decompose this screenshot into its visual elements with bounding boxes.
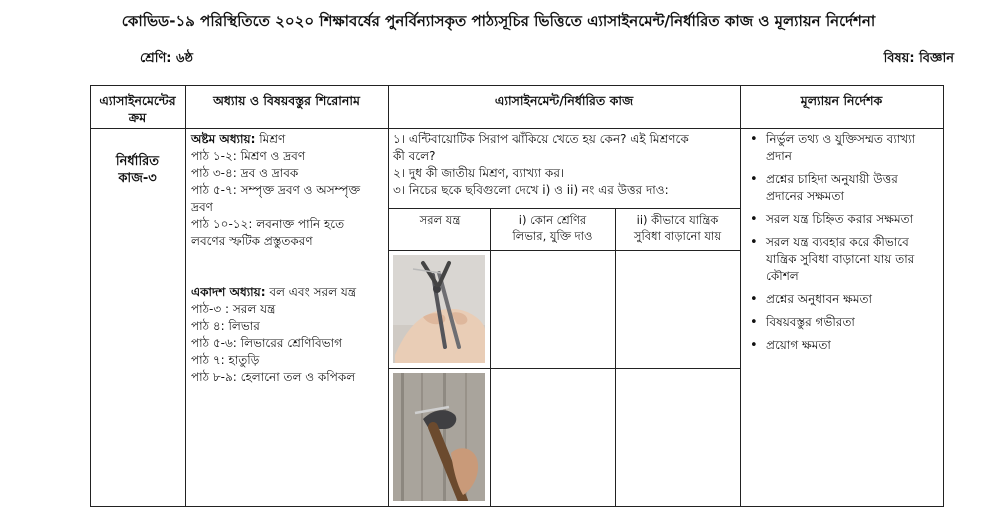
table-border-right (943, 85, 944, 507)
assignment-number: নির্ধারিত কাজ-৩ (115, 154, 160, 186)
lesson-item: দ্রবণ (191, 200, 213, 214)
subtable-top (389, 208, 740, 209)
criterion-item: • নির্ভুল তথ্য ও যুক্তিসম্মত ব্যাখ্যা প্রদান (746, 131, 942, 165)
subtable-header-tool: সরল যন্ত্র (419, 213, 461, 227)
header-assignment-task: এ্যাসাইনমেন্ট/নির্ধারিত কাজ (494, 93, 634, 108)
lesson-item: পাঠ ৭: হাতুড়ি (191, 353, 260, 367)
criterion-item: • প্রয়োগ ক্ষমতা (746, 337, 942, 354)
header-evaluation-criteria: মূল্যায়ন নির্দেশক (800, 93, 883, 108)
lesson-item: পাঠ ১০-১২: লবনাক্ত পানি হতে (191, 217, 345, 231)
lesson-item: পাঠ ৪: লিভার (191, 319, 260, 333)
task-item: কী বলে? (393, 149, 436, 163)
lesson-item: পাঠ ৫-৭: সম্পৃক্ত দ্রবণ ও অসম্পৃক্ত (191, 183, 361, 197)
task-item: ৩। নিচের ছকে ছবিগুলো দেখে i) ও ii) নং এর উত্তর দাও: (393, 183, 669, 197)
lesson-item: পাঠ ৩-৪: দ্রব ও দ্রাবক (191, 166, 299, 180)
criterion-item: • প্রশ্নের অনুধাবন ক্ষমতা (746, 291, 942, 308)
subtable-col-divider-1 (490, 208, 491, 507)
evaluation-criteria (746, 131, 942, 360)
lesson-item: পাঠ ১-২: মিশ্রণ ও দ্রবণ (191, 149, 306, 163)
subtable-col-divider-2 (615, 208, 616, 507)
table-col-divider-2 (388, 85, 389, 507)
table-col-divider-1 (185, 85, 186, 507)
hammer-photo (393, 373, 485, 501)
class-label: শ্রেণি: ৬ষ্ঠ (140, 51, 193, 66)
lesson-item: পাঠ ৫-৬: লিভারের শ্রেণিবিভাগ (191, 336, 342, 350)
criterion-item: • বিষয়বস্তুর গভীরতা (746, 314, 942, 331)
subtable-header-bottom (389, 250, 740, 251)
chapter-list (191, 131, 386, 386)
subject-label: বিষয়: বিজ্ঞান (883, 51, 954, 66)
table-border-left (90, 85, 91, 507)
table-header-divider (90, 128, 944, 129)
header-assignment-order: এ্যাসাইনমেন্টের ক্রম (99, 93, 176, 125)
subtable-header-question-1: i) কোন শ্রেণির লিভার, যুক্তি দাও (512, 213, 593, 243)
task-list (393, 131, 738, 199)
lesson-item: লবণের স্ফটিক প্রস্তুতকরণ (191, 234, 313, 248)
criterion-item: • সরল যন্ত্র ব্যবহার করে কীভাবে যান্ত্রিক সুবিধা বাড়ানো যায় তার কৌশল (746, 234, 942, 285)
chapter8-title: অষ্টম অধ্যায়: মিশ্রণ (191, 132, 286, 146)
lesson-item: পাঠ-৩ : সরল যন্ত্র (191, 302, 276, 316)
lesson-item: পাঠ ৮-৯: হেলানো তল ও কপিকল (191, 370, 356, 384)
subtable-header-question-2: ii) কীভাবে যান্ত্রিক সুবিধা বাড়ানো যায় (633, 213, 722, 243)
table-col-divider-3 (740, 85, 741, 507)
pliers-photo (393, 255, 485, 363)
task-item: ১। এন্টিবায়োটিক সিরাপ ঝাঁকিয়ে খেতে হয় কেন? এই মিশ্রণকে (393, 132, 689, 146)
table-border-top (90, 85, 944, 86)
document-title: কোভিড-১৯ পরিস্থিতিতে ২০২০ শিক্ষাবর্ষের পুনর্বিন্যাসকৃত পাঠ্যসূচির ভিত্তিতে এ্যাসাইনমেন্ট/নির্ধারিত কাজ ও মূল্যায়ন নির্দেশনা (121, 12, 876, 30)
task-item: ২। দুধ কী জাতীয় মিশ্রণ, ব্যাখ্যা কর। (393, 166, 565, 180)
subtable-row-divider (389, 368, 740, 369)
header-chapter-title: অধ্যায় ও বিষয়বস্তুর শিরোনাম (213, 93, 360, 108)
criterion-item: • সরল যন্ত্র চিহ্নিত করার সক্ষমতা (746, 211, 942, 228)
criterion-item: • প্রশ্নের চাহিদা অনুযায়ী উত্তর প্রদানের সক্ষমতা (746, 171, 942, 205)
table-border-bottom (90, 506, 944, 507)
chapter11-title: একাদশ অধ্যায়: বল এবং সরল যন্ত্র (191, 285, 357, 299)
